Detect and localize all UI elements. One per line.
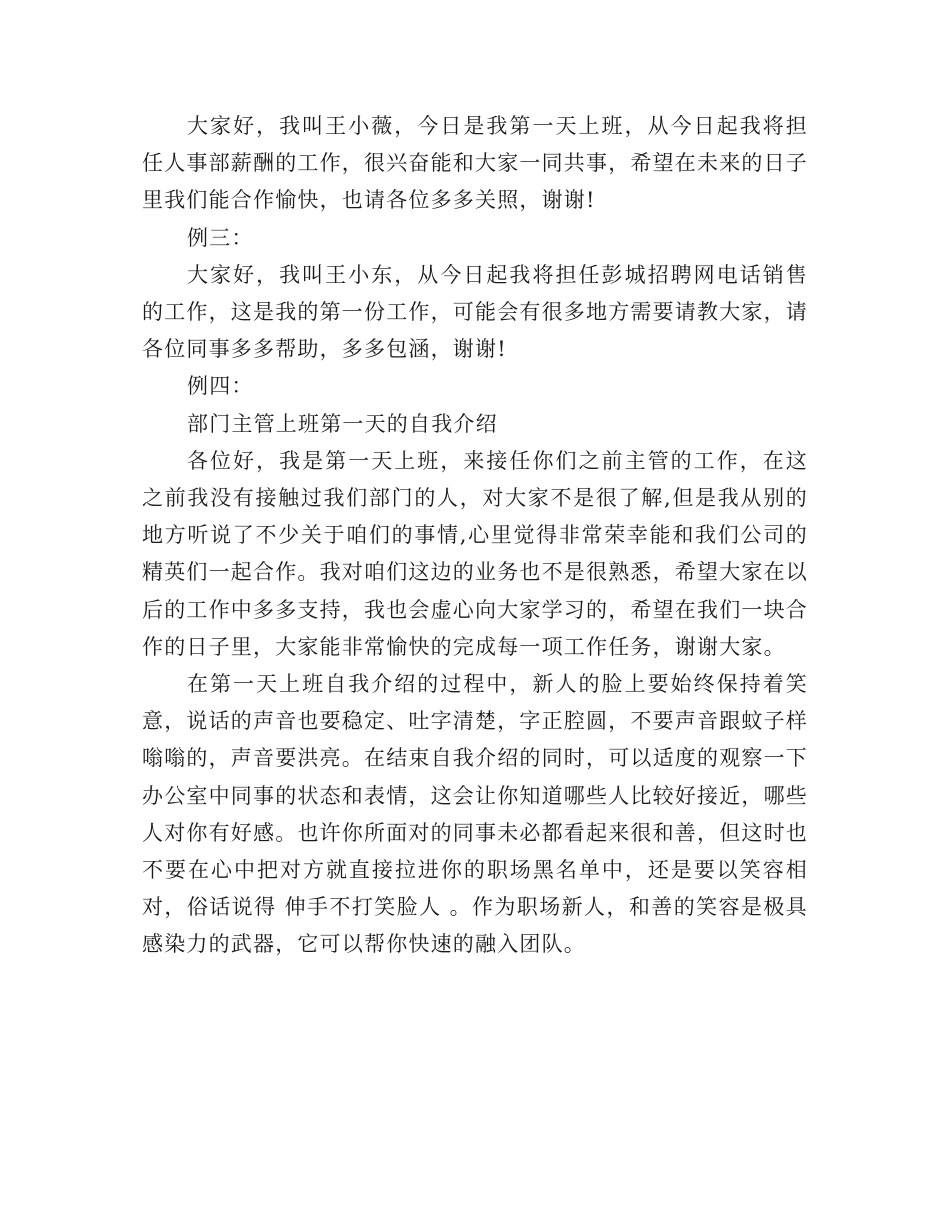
document-body: [142, 108, 808, 964]
paragraph-manager-intro: 各位好，我是第一天上班，来接任你们之前主管的工作，在这之前我没有接触过我们部门的人，对大家不是很了解,但是我从别的地方听说了不少关于咱们的事情,心里觉得非常荣幸能和我们公司的精英们一起合作。我对咱们这边的业务也不是很熟悉，希望大家在以后的工作中多多支持，我也会虚心向大家学习的，希望在我们一块合作的日子里，大家能非常愉快的完成每一项工作任务，谢谢大家。: [142, 448, 808, 659]
paragraph-intro-wang-xiaodong: 大家好，我叫王小东，从今日起我将担任彭城招聘网电话销售的工作，这是我的第一份工作，可能会有很多地方需要请教大家，请各位同事多多帮助，多多包涵，谢谢!: [142, 262, 808, 362]
paragraph-intro-wang-xiaowei: 大家好，我叫王小薇，今日是我第一天上班，从今日起我将担任人事部薪酬的工作，很兴奋能和大家一同共事，希望在未来的日子里我们能合作愉快，也请各位多多关照，谢谢!: [142, 114, 808, 213]
paragraph-advice: 在第一天上班自我介绍的过程中，新人的脸上要始终保持着笑意，说话的声音也要稳定、吐字清楚，字正腔圆，不要声音跟蚊子样嗡嗡的，声音要洪亮。在结束自我介绍的同时，可以适度的观察一下办公室中同事的状态和表情，这会让你知道哪些人比较好接近，哪些人对你有好感。也许你所面对的同事未必都看起来很和善，但这时也不要在心中把对方就直接拉进你的职场黑名单中，还是要以笑容相对，俗话说得 伸手不打笑脸人 。作为职场新人，和善的笑容是极具感染力的武器，它可以帮你快速的融入团队。: [142, 672, 808, 957]
section-title-manager-intro: 部门主管上班第一天的自我介绍: [187, 411, 498, 436]
example-four-heading: 例四：: [187, 374, 254, 399]
example-three-heading: 例三：: [187, 225, 254, 250]
